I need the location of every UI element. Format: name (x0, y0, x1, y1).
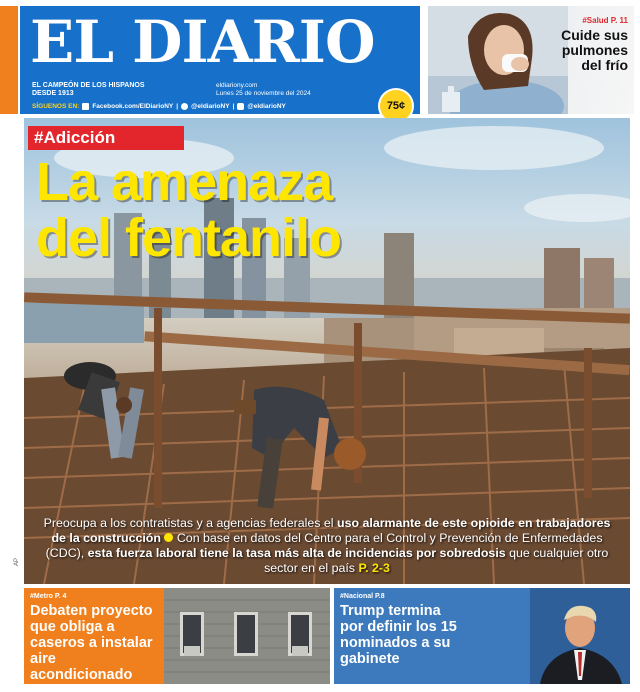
metro-teaser[interactable] (24, 588, 330, 684)
nacional-kicker: #Nacional P.8 (340, 593, 385, 600)
instagram-icon (237, 103, 244, 110)
photo-credit: AP (14, 557, 20, 566)
main-story-deck (40, 516, 614, 576)
separator: | (232, 103, 235, 110)
deck-text-3: que cualquier otro sector en el país (264, 546, 609, 575)
orange-accent-strip (0, 6, 18, 114)
follow-label: SÍGUENOS EN: (32, 103, 80, 110)
deck-text-2: Con base en datos del Centro para el Control y Prevención de Enfermedades (CDC), (45, 531, 603, 560)
newspaper-logo[interactable]: EL DIARIO (30, 8, 375, 76)
masthead (0, 0, 640, 118)
sick-woman-photo (428, 6, 568, 114)
masthead-brand-box (20, 6, 420, 114)
tagline (32, 82, 145, 98)
metro-headline[interactable]: Debaten proyecto que obliga a caseros a instalar aire acondicionado (30, 603, 153, 683)
site-info (216, 82, 311, 98)
metro-kicker: #Metro P. 4 (30, 593, 67, 600)
twitter-link[interactable]: @eldiarioNY (191, 103, 230, 110)
apartment-building-photo (164, 588, 330, 684)
section-tag[interactable]: #Adicción (28, 126, 184, 150)
facebook-link[interactable]: Facebook.com/ElDiarioNY (92, 103, 174, 110)
health-headline[interactable]: Cuide sus pulmones del frío (561, 27, 628, 73)
social-bar (32, 103, 286, 110)
politician-portrait-photo (530, 588, 630, 684)
deck-text-1: Preocupa a los contratistas y a agencias federales el (43, 516, 338, 530)
main-headline[interactable] (36, 154, 616, 266)
deck-bold-2: esta fuerza laboral tiene la tasa más alta de incidencias por sobredosis (87, 546, 506, 560)
health-teaser[interactable] (428, 6, 634, 114)
twitter-icon (181, 103, 188, 110)
website-link[interactable]: eldiariony.com (216, 82, 258, 89)
facebook-icon (82, 103, 89, 110)
headline-line-1: La amenaza (36, 152, 333, 212)
headline-line-2: del fentanilo (36, 208, 342, 268)
nacional-headline[interactable]: Trump termina por definir los 15 nominados a su gabinete (340, 603, 457, 667)
price-badge: 75¢ (380, 90, 412, 122)
health-kicker: #Salud P. 11 (582, 16, 628, 25)
issue-date: Lunes 25 de noviembre del 2024 (216, 90, 311, 97)
nacional-teaser[interactable] (334, 588, 630, 684)
tagline-line-2: DESDE 1913 (32, 90, 74, 97)
deck-bold-1: uso alarmante de este opioide en trabajadores de la construcción (51, 516, 611, 545)
page-reference[interactable]: P. 2-3 (358, 561, 390, 575)
tagline-line-1: EL CAMPEÓN DE LOS HISPANOS (32, 82, 145, 89)
instagram-link[interactable]: @eldiarioNY (247, 103, 286, 110)
separator: | (176, 103, 179, 110)
